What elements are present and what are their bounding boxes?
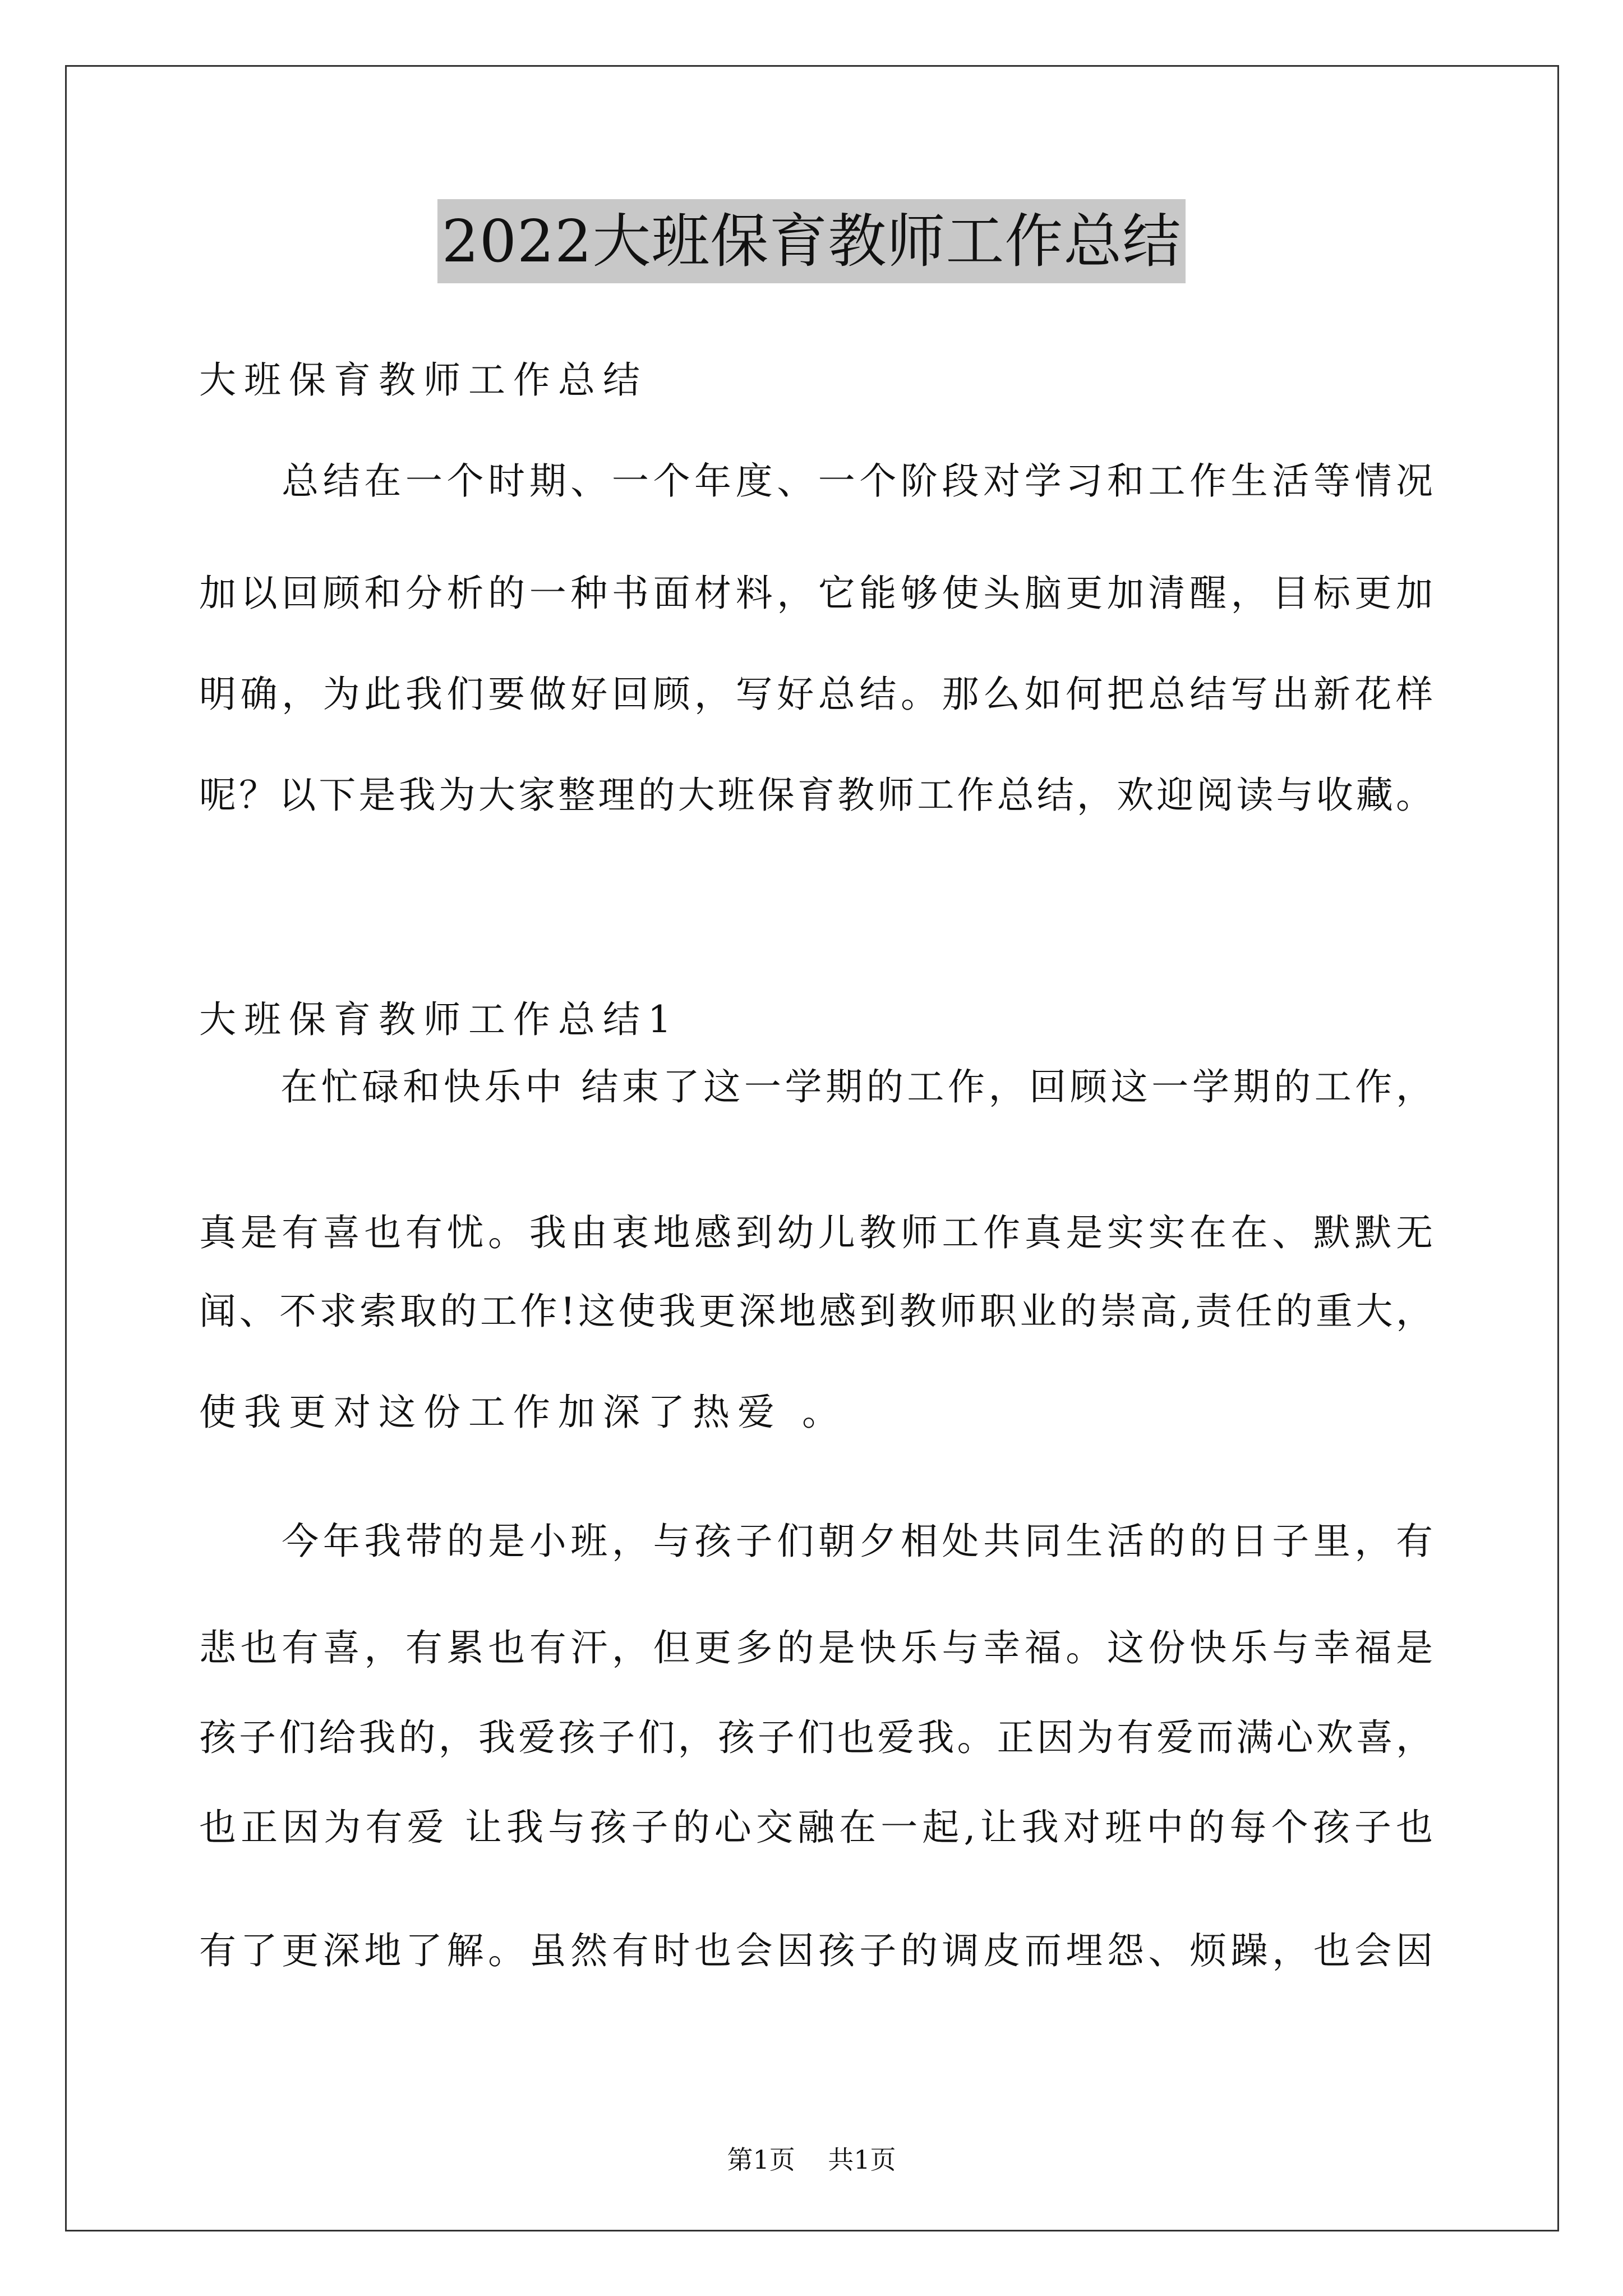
para1-line-1: 在忙碌和快乐中 结束了这一学期的工作，回顾这一学期的工作， <box>199 1065 1433 1108</box>
para1-line-4: 使我更对这份工作加深了热爱 。 <box>199 1391 847 1434</box>
title-area <box>0 199 1623 283</box>
page-footer: 第1页 共1页 <box>727 2145 896 2175</box>
para2-line-5: 有了更深地了解。虽然有时也会因孩子的调皮而埋怨、烦躁，也会因 <box>199 1929 1433 1972</box>
intro-line-1: 总结在一个时期、一个年度、一个阶段对学习和工作生活等情况 <box>199 459 1433 503</box>
document-title: 2022大班保育教师工作总结 <box>437 199 1186 283</box>
intro-line-3: 明确，为此我们要做好回顾，写好总结。那么如何把总结写出新花样 <box>199 673 1433 716</box>
para1-line-2: 真是有喜也有忧。我由衷地感到幼儿教师工作真是实实在在、默默无 <box>199 1211 1433 1254</box>
document-subtitle: 大班保育教师工作总结 <box>199 358 648 402</box>
para2-line-1: 今年我带的是小班，与孩子们朝夕相处共同生活的的日子里，有 <box>199 1520 1433 1563</box>
para2-line-3: 孩子们给我的，我爱孩子们，孩子们也爱我。正因为有爱而满心欢喜， <box>199 1716 1433 1759</box>
intro-line-4: 呢？以下是我为大家整理的大班保育教师工作总结，欢迎阅读与收藏。 <box>199 774 1433 817</box>
para2-line-2: 悲也有喜，有累也有汗，但更多的是快乐与幸福。这份快乐与幸福是 <box>199 1626 1433 1669</box>
para2-line-4: 也正因为有爱 让我与孩子的心交融在一起,让我对班中的每个孩子也 <box>199 1806 1433 1849</box>
para1-line-3: 闻、不求索取的工作!这使我更深地感到教师职业的崇高,责任的重大， <box>199 1290 1433 1333</box>
section-heading: 大班保育教师工作总结1 <box>199 998 679 1041</box>
intro-line-2: 加以回顾和分析的一种书面材料，它能够使头脑更加清醒，目标更加 <box>199 572 1433 615</box>
